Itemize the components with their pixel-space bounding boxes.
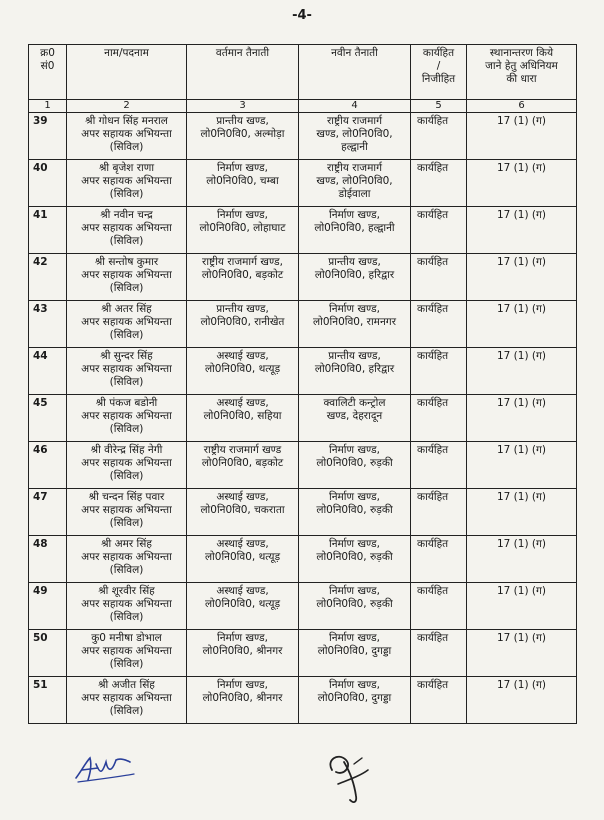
current-posting-cell-line: लो0नि0वि0, थत्यूड़: [204, 598, 281, 610]
current-posting-cell-line: निर्माण खण्ड,: [216, 209, 268, 221]
act-section-cell: 17 (1) (ग): [467, 254, 577, 301]
header-interest-type: [411, 45, 467, 100]
name-designation-cell: [67, 160, 187, 207]
current-posting-cell-line: लो0नि0वि0, चम्बा: [206, 175, 279, 187]
new-posting-cell-line: प्रान्तीय खण्ड,: [328, 256, 381, 268]
new-posting-cell-line: डोईवाला: [338, 188, 371, 200]
name-designation-cell-line: श्री अजीत सिंह: [98, 679, 155, 691]
header-interest-type-line: /: [436, 60, 441, 72]
new-posting-cell: [299, 630, 411, 677]
table-row: [29, 254, 577, 301]
table-row: [29, 395, 577, 442]
table-header-row: [29, 45, 577, 100]
column-number: 4: [299, 100, 411, 113]
act-section-cell: 17 (1) (ग): [467, 395, 577, 442]
table-row: [29, 301, 577, 348]
name-designation-cell-line: (सिविल): [109, 376, 144, 388]
name-designation-cell-line: श्री सुन्दर सिंह: [100, 350, 153, 362]
new-posting-cell-line: प्रान्तीय खण्ड,: [328, 350, 381, 362]
serial-number: 46: [29, 442, 67, 489]
new-posting-cell: [299, 489, 411, 536]
current-posting-cell-line: लो0नि0वि0, थत्यूड़: [204, 363, 281, 375]
official-signature-right: [318, 748, 378, 808]
name-designation-cell-line: (सिविल): [109, 470, 144, 482]
name-designation-cell: [67, 395, 187, 442]
current-posting-cell-line: प्रान्तीय खण्ड,: [216, 303, 269, 315]
name-designation-cell-line: अपर सहायक अभियन्ता: [81, 363, 172, 375]
name-designation-cell: [67, 301, 187, 348]
table-row: [29, 536, 577, 583]
new-posting-cell-line: निर्माण खण्ड,: [328, 491, 380, 503]
table-body: [29, 113, 577, 724]
header-act-section-line: जाने हेतु अधिनियम: [485, 60, 558, 72]
name-designation-cell-line: (सिविल): [109, 188, 144, 200]
current-posting-cell: [187, 630, 299, 677]
interest-type-cell: कार्यहित: [411, 442, 467, 489]
interest-type-cell: कार्यहित: [411, 536, 467, 583]
name-designation-cell-line: (सिविल): [109, 517, 144, 529]
current-posting-cell: [187, 254, 299, 301]
current-posting-cell-line: अस्थाई खण्ड,: [216, 538, 269, 550]
interest-type-cell: कार्यहित: [411, 160, 467, 207]
act-section-cell: 17 (1) (ग): [467, 348, 577, 395]
column-number: 3: [187, 100, 299, 113]
current-posting-cell: [187, 583, 299, 630]
new-posting-cell-line: लो0नि0वि0, हरिद्वार: [314, 363, 395, 375]
new-posting-cell: [299, 536, 411, 583]
interest-type-cell: कार्यहित: [411, 207, 467, 254]
new-posting-cell: [299, 583, 411, 630]
current-posting-cell-line: प्रान्तीय खण्ड,: [216, 115, 269, 127]
table-row: [29, 442, 577, 489]
name-designation-cell: [67, 348, 187, 395]
header-serial-no-line: सं0: [40, 60, 55, 72]
act-section-cell: 17 (1) (ग): [467, 442, 577, 489]
interest-type-cell: कार्यहित: [411, 395, 467, 442]
current-posting-cell: [187, 348, 299, 395]
current-posting-cell-line: लो0नि0वि0, रानीखेत: [200, 316, 285, 328]
name-designation-cell-line: अपर सहायक अभियन्ता: [81, 692, 172, 704]
name-designation-cell-line: श्री पंकज बडोनी: [95, 397, 158, 409]
serial-number: 50: [29, 630, 67, 677]
name-designation-cell-line: श्री गोधन सिंह मनराल: [85, 115, 168, 127]
name-designation-cell: [67, 630, 187, 677]
transfer-table: [28, 44, 577, 724]
new-posting-cell-line: निर्माण खण्ड,: [328, 632, 380, 644]
name-designation-cell-line: (सिविल): [109, 564, 144, 576]
current-posting-cell: [187, 301, 299, 348]
name-designation-cell-line: (सिविल): [109, 705, 144, 717]
current-posting-cell-line: लो0नि0वि0, लोहाघाट: [199, 222, 286, 234]
table-row: [29, 630, 577, 677]
name-designation-cell: [67, 536, 187, 583]
interest-type-cell: कार्यहित: [411, 630, 467, 677]
table-row: [29, 677, 577, 724]
new-posting-cell-line: लो0नि0वि0, हरिद्वार: [314, 269, 395, 281]
name-designation-cell-line: अपर सहायक अभियन्ता: [81, 504, 172, 516]
name-designation-cell-line: अपर सहायक अभियन्ता: [81, 645, 172, 657]
name-designation-cell-line: (सिविल): [109, 329, 144, 341]
column-number: 5: [411, 100, 467, 113]
new-posting-cell-line: निर्माण खण्ड,: [328, 303, 380, 315]
interest-type-cell: कार्यहित: [411, 301, 467, 348]
name-designation-cell-line: श्री चन्दन सिंह पवार: [88, 491, 165, 503]
header-interest-type-line: निजीहित: [421, 73, 456, 85]
initials-signature-left: [72, 752, 142, 786]
column-number: 6: [467, 100, 577, 113]
name-designation-cell-line: श्री अतर सिंह: [101, 303, 152, 315]
interest-type-cell: कार्यहित: [411, 254, 467, 301]
page-number: -4-: [292, 8, 312, 23]
current-posting-cell-line: लो0नि0वि0, अल्मोड़ा: [200, 128, 285, 140]
current-posting-cell-line: अस्थाई खण्ड,: [216, 397, 269, 409]
name-designation-cell: [67, 442, 187, 489]
current-posting-cell: [187, 207, 299, 254]
name-designation-cell-line: श्री नवीन चन्द्र: [100, 209, 153, 221]
table-row: [29, 583, 577, 630]
header-current-posting-line: वर्तमान तैनाती: [215, 47, 270, 59]
new-posting-cell: [299, 301, 411, 348]
new-posting-cell-line: लो0नि0वि0, रामनगर: [313, 316, 396, 328]
serial-number: 41: [29, 207, 67, 254]
new-posting-cell-line: निर्माण खण्ड,: [328, 585, 380, 597]
name-designation-cell-line: (सिविल): [109, 423, 144, 435]
name-designation-cell: [67, 113, 187, 160]
header-act-section-line: स्थानान्तरण किये: [489, 47, 554, 59]
interest-type-cell: कार्यहित: [411, 583, 467, 630]
name-designation-cell: [67, 677, 187, 724]
current-posting-cell-line: निर्माण खण्ड,: [216, 162, 268, 174]
name-designation-cell-line: अपर सहायक अभियन्ता: [81, 598, 172, 610]
new-posting-cell-line: खण्ड, लो0नि0वि0,: [316, 175, 393, 187]
name-designation-cell-line: (सिविल): [109, 141, 144, 153]
name-designation-cell-line: अपर सहायक अभियन्ता: [81, 551, 172, 563]
new-posting-cell: [299, 113, 411, 160]
column-number: 2: [67, 100, 187, 113]
new-posting-cell: [299, 348, 411, 395]
name-designation-cell: [67, 583, 187, 630]
new-posting-cell-line: लो0नि0वि0, दुगड्डा: [317, 692, 392, 704]
current-posting-cell-line: लो0नि0वि0, श्रीनगर: [202, 692, 283, 704]
table-row: [29, 207, 577, 254]
table-row: [29, 489, 577, 536]
interest-type-cell: कार्यहित: [411, 677, 467, 724]
new-posting-cell-line: राष्ट्रीय राजमार्ग: [326, 115, 382, 127]
name-designation-cell-line: (सिविल): [109, 658, 144, 670]
new-posting-cell-line: लो0नि0वि0, हल्द्वानी: [314, 222, 395, 234]
current-posting-cell-line: लो0नि0वि0, श्रीनगर: [202, 645, 283, 657]
header-interest-type-line: कार्यहित: [422, 47, 455, 59]
current-posting-cell: [187, 160, 299, 207]
serial-number: 48: [29, 536, 67, 583]
current-posting-cell-line: लो0नि0वि0, चकराता: [200, 504, 285, 516]
current-posting-cell-line: लो0नि0वि0, सहिया: [203, 410, 282, 422]
new-posting-cell-line: निर्माण खण्ड,: [328, 679, 380, 691]
column-number: 1: [29, 100, 67, 113]
table-row: [29, 160, 577, 207]
name-designation-cell-line: श्री अमर सिंह: [101, 538, 152, 550]
name-designation-cell: [67, 207, 187, 254]
new-posting-cell-line: लो0नि0वि0, रुड़की: [316, 457, 393, 469]
new-posting-cell-line: क्वालिटी कन्ट्रोल: [323, 397, 386, 409]
header-current-posting: [187, 45, 299, 100]
name-designation-cell-line: अपर सहायक अभियन्ता: [81, 457, 172, 469]
column-number-row: [29, 100, 577, 113]
header-new-posting: [299, 45, 411, 100]
new-posting-cell-line: खण्ड, लो0नि0वि0,: [316, 128, 393, 140]
current-posting-cell: [187, 489, 299, 536]
serial-number: 43: [29, 301, 67, 348]
name-designation-cell: [67, 254, 187, 301]
current-posting-cell-line: अस्थाई खण्ड,: [216, 350, 269, 362]
name-designation-cell-line: श्री वीरेन्द्र सिंह नेगी: [90, 444, 163, 456]
act-section-cell: 17 (1) (ग): [467, 489, 577, 536]
name-designation-cell-line: (सिविल): [109, 611, 144, 623]
name-designation-cell-line: (सिविल): [109, 235, 144, 247]
new-posting-cell-line: निर्माण खण्ड,: [328, 209, 380, 221]
current-posting-cell-line: राष्ट्रीय राजमार्ग खण्ड: [203, 444, 282, 456]
current-posting-cell-line: निर्माण खण्ड,: [216, 632, 268, 644]
act-section-cell: 17 (1) (ग): [467, 113, 577, 160]
current-posting-cell-line: अस्थाई खण्ड,: [216, 491, 269, 503]
name-designation-cell-line: कु0 मनीषा डोभाल: [91, 632, 162, 644]
act-section-cell: 17 (1) (ग): [467, 583, 577, 630]
act-section-cell: 17 (1) (ग): [467, 301, 577, 348]
act-section-cell: 17 (1) (ग): [467, 160, 577, 207]
name-designation-cell-line: (सिविल): [109, 282, 144, 294]
interest-type-cell: कार्यहित: [411, 348, 467, 395]
name-designation-cell-line: श्री बृजेश राणा: [98, 162, 155, 174]
serial-number: 39: [29, 113, 67, 160]
serial-number: 47: [29, 489, 67, 536]
name-designation-cell-line: अपर सहायक अभियन्ता: [81, 222, 172, 234]
new-posting-cell-line: लो0नि0वि0, रुड़की: [316, 551, 393, 563]
name-designation-cell-line: अपर सहायक अभियन्ता: [81, 316, 172, 328]
act-section-cell: 17 (1) (ग): [467, 536, 577, 583]
current-posting-cell: [187, 395, 299, 442]
new-posting-cell-line: लो0नि0वि0, दुगड्डा: [317, 645, 392, 657]
header-act-section: [467, 45, 577, 100]
current-posting-cell-line: राष्ट्रीय राजमार्ग खण्ड,: [202, 256, 283, 268]
current-posting-cell-line: अस्थाई खण्ड,: [216, 585, 269, 597]
new-posting-cell-line: निर्माण खण्ड,: [328, 444, 380, 456]
current-posting-cell: [187, 113, 299, 160]
name-designation-cell-line: अपर सहायक अभियन्ता: [81, 269, 172, 281]
new-posting-cell: [299, 677, 411, 724]
new-posting-cell: [299, 160, 411, 207]
serial-number: 49: [29, 583, 67, 630]
header-name-designation: [67, 45, 187, 100]
act-section-cell: 17 (1) (ग): [467, 630, 577, 677]
new-posting-cell: [299, 442, 411, 489]
new-posting-cell: [299, 395, 411, 442]
serial-number: 44: [29, 348, 67, 395]
new-posting-cell: [299, 207, 411, 254]
header-new-posting-line: नवीन तैनाती: [331, 47, 378, 59]
new-posting-cell-line: खण्ड, देहरादून: [326, 410, 383, 422]
name-designation-cell-line: श्री सन्तोष कुमार: [94, 256, 159, 268]
name-designation-cell-line: अपर सहायक अभियन्ता: [81, 128, 172, 140]
current-posting-cell-line: निर्माण खण्ड,: [216, 679, 268, 691]
act-section-cell: 17 (1) (ग): [467, 677, 577, 724]
table-row: [29, 113, 577, 160]
header-name-designation-line: नाम/पदनाम: [104, 47, 149, 59]
name-designation-cell-line: अपर सहायक अभियन्ता: [81, 175, 172, 187]
current-posting-cell-line: लो0नि0वि0, बड़कोट: [201, 457, 284, 469]
name-designation-cell-line: श्री शूरवीर सिंह: [98, 585, 155, 597]
new-posting-cell-line: हल्द्वानी: [341, 141, 368, 153]
current-posting-cell: [187, 536, 299, 583]
header-serial-no-line: क्र0: [40, 47, 55, 59]
serial-number: 45: [29, 395, 67, 442]
new-posting-cell: [299, 254, 411, 301]
serial-number: 51: [29, 677, 67, 724]
serial-number: 40: [29, 160, 67, 207]
name-designation-cell: [67, 489, 187, 536]
serial-number: 42: [29, 254, 67, 301]
act-section-cell: 17 (1) (ग): [467, 207, 577, 254]
current-posting-cell-line: लो0नि0वि0, थत्यूड़: [204, 551, 281, 563]
new-posting-cell-line: लो0नि0वि0, रुड़की: [316, 598, 393, 610]
interest-type-cell: कार्यहित: [411, 113, 467, 160]
header-serial-no: [29, 45, 67, 100]
current-posting-cell-line: लो0नि0वि0, बड़कोट: [201, 269, 284, 281]
current-posting-cell: [187, 677, 299, 724]
interest-type-cell: कार्यहित: [411, 489, 467, 536]
table-row: [29, 348, 577, 395]
new-posting-cell-line: राष्ट्रीय राजमार्ग: [326, 162, 382, 174]
name-designation-cell-line: अपर सहायक अभियन्ता: [81, 410, 172, 422]
current-posting-cell: [187, 442, 299, 489]
new-posting-cell-line: लो0नि0वि0, रुड़की: [316, 504, 393, 516]
header-act-section-line: की धारा: [506, 73, 537, 85]
new-posting-cell-line: निर्माण खण्ड,: [328, 538, 380, 550]
